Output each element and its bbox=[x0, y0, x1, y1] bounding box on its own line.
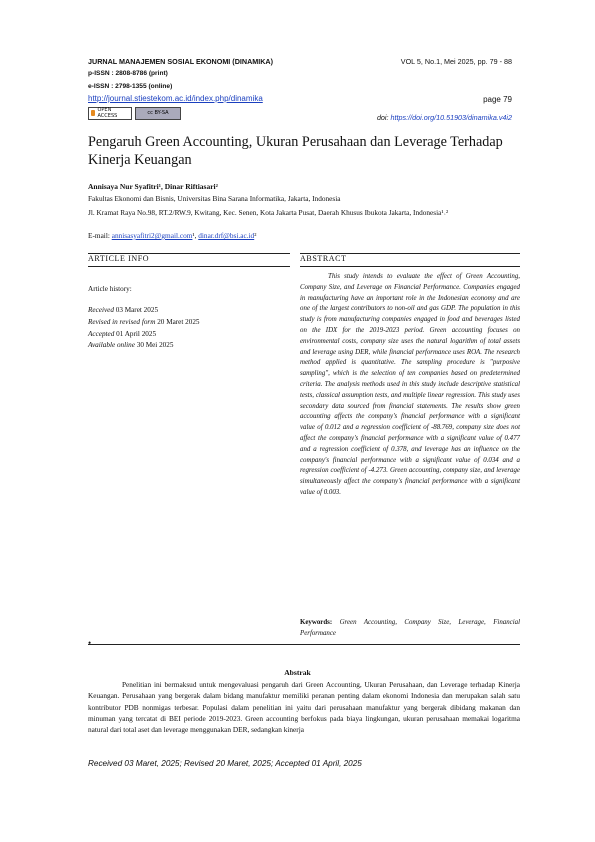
author-list: Annisaya Nur Syafitri¹, Dinar Riftiasari² bbox=[88, 182, 218, 191]
divider bbox=[88, 644, 520, 645]
email-line bbox=[88, 231, 256, 240]
online-issn: e-ISSN : 2798-1355 (online) bbox=[88, 83, 173, 90]
history-entry-label: Revised in revised form bbox=[88, 318, 156, 326]
volume-info: VOL 5, No.1, Mei 2025, pp. 79 - 88 bbox=[400, 57, 512, 66]
footer-dates: Received 03 Maret, 2025; Revised 20 Maret, 2025; Accepted 01 April, 2025 bbox=[88, 759, 362, 768]
paper-title: Pengaruh Green Accounting, Ukuran Perusahaan dan Leverage Terhadap Kinerja Keuangan bbox=[88, 134, 503, 168]
doi-link[interactable]: https://doi.org/10.51903/dinamika.v4i2 bbox=[390, 113, 512, 122]
email-link-1[interactable]: annisasyafitri2@gmail.com bbox=[111, 231, 193, 240]
keywords-list: Green Accounting, Company Size, Leverage, Financial Performance bbox=[300, 619, 520, 637]
journal-url-link[interactable]: http://journal.stiestekom.ac.id/index.php/dinamika bbox=[88, 94, 263, 103]
journal-name: JURNAL MANAJEMEN SOSIAL EKONOMI (DINAMIKA) bbox=[88, 57, 274, 66]
email-link-2[interactable]: dinar.drf@bsi.ac.id bbox=[198, 231, 255, 240]
divider bbox=[88, 266, 290, 267]
affiliation-address: Jl. Kramat Raya No.98, RT.2/RW.9, Kwitang, Kec. Senen, Kota Jakarta Pusat, Daerah Khusus Ibukota Jakarta, Indonesia¹˒² bbox=[88, 208, 449, 217]
history-label: Article history: bbox=[88, 285, 132, 293]
history-entry bbox=[88, 318, 200, 326]
cc-license-badge[interactable] bbox=[135, 107, 181, 120]
divider bbox=[300, 266, 520, 267]
email-label: E-mail: bbox=[88, 231, 112, 240]
open-access-badge[interactable] bbox=[88, 107, 132, 120]
license-badges bbox=[88, 107, 181, 119]
history-entry-value: 03 Maret 2025 bbox=[113, 306, 159, 314]
keywords bbox=[300, 618, 520, 640]
history-entry-label: Received bbox=[88, 306, 114, 314]
affiliation-institution: Fakultas Ekonomi dan Bisnis, Universitas Bina Sarana Informatika, Jakarta, Indonesia bbox=[88, 194, 341, 203]
doi-label: doi: bbox=[376, 113, 389, 122]
print-issn: p-ISSN : 2808-8786 (print) bbox=[88, 70, 168, 77]
abstract-heading: ABSTRACT bbox=[300, 254, 347, 263]
bullet-dot: • bbox=[88, 638, 92, 648]
history-entry bbox=[88, 330, 156, 338]
article-info-heading: ARTICLE INFO bbox=[88, 254, 150, 263]
abstrak-heading: Abstrak bbox=[284, 668, 311, 677]
email-suffix: ² bbox=[254, 231, 257, 240]
abstrak-text: Penelitian ini bermaksud untuk mengevaluasi pengaruh dari Green Accounting, Ukuran Perusahaan, dan Leverage terhadap Kinerja Keuangan. Perusahaan yang bergerak dalam bidang manufaktur memiliki peranan penting dalam ekonomi Indonesia dan merupakan salah satu kontributor PDB nonmigas terbesar. Populasi dalam penelitian ini yaitu dari perusahaan manufaktur yang bergerak dibidang makanan dan minuman yang tercatat di BEI periode 2019-2023. Green accounting berfokus pada biaya lingkungan, ukuran perusahaan memakai logaritma natural dari total aset dan leverage menggunakan DER, sedangkan kinerja bbox=[88, 680, 520, 735]
history-entry bbox=[88, 306, 158, 314]
history-entry-label: Accepted bbox=[88, 330, 115, 338]
history-entry-value: 01 April 2025 bbox=[114, 330, 157, 338]
history-entry-value: 20 Maret 2025 bbox=[155, 318, 200, 326]
page-number: page 79 bbox=[483, 95, 512, 104]
history-entry-label: Available online bbox=[88, 341, 135, 349]
keywords-label: Keywords: bbox=[300, 619, 333, 626]
email-separator: ¹, bbox=[192, 231, 199, 240]
abstract-text: This study intends to evaluate the effect of Green Accounting, Company Size, and Leverage on Financial Performance. Companies engaged in manufacturing have an important role in the Indonesian economy and are one of the largest contributors to non-oil and gas GDP. The population in this study is from manufacturing companies engaged in food and beverages listed on the IDX for the 2019-2023 period. Green accounting focuses on environmental costs, company size uses the natural logarithm of total assets and leverage using DER, while financial performance uses ROA. The research method applied is quantitative. The sampling procedure is "purposive sampling", which is the selection of ten companies based on predetermined criteria. The analysis methods used in this study include descriptive statistical tests, classical assumption tests, and multiple linear regression. This study uses secondary data sourced from financial statements. The results show green accounting affects the company's financial performance with a significant value of 0.012 and a regression coefficient of -88.769, company size does not affect the company's financial performance with a significant value of 0.477 and a regression coefficient of 0.378, and leverage has an influence on the company's financial performance with a significant value of 0.034 and a regression coefficient of -4.273. Green accounting, company size, and leverage simultaneously affect the company's financial performance with a significant value of 0.003. bbox=[300, 273, 520, 496]
cc-license-label: cc BY-SA bbox=[147, 110, 169, 116]
open-access-label: OPEN ACCESS bbox=[97, 107, 118, 119]
history-entry bbox=[88, 341, 173, 349]
history-entry-value: 30 Mei 2025 bbox=[134, 341, 174, 349]
doi-line bbox=[377, 113, 512, 122]
open-lock-icon bbox=[91, 110, 95, 116]
